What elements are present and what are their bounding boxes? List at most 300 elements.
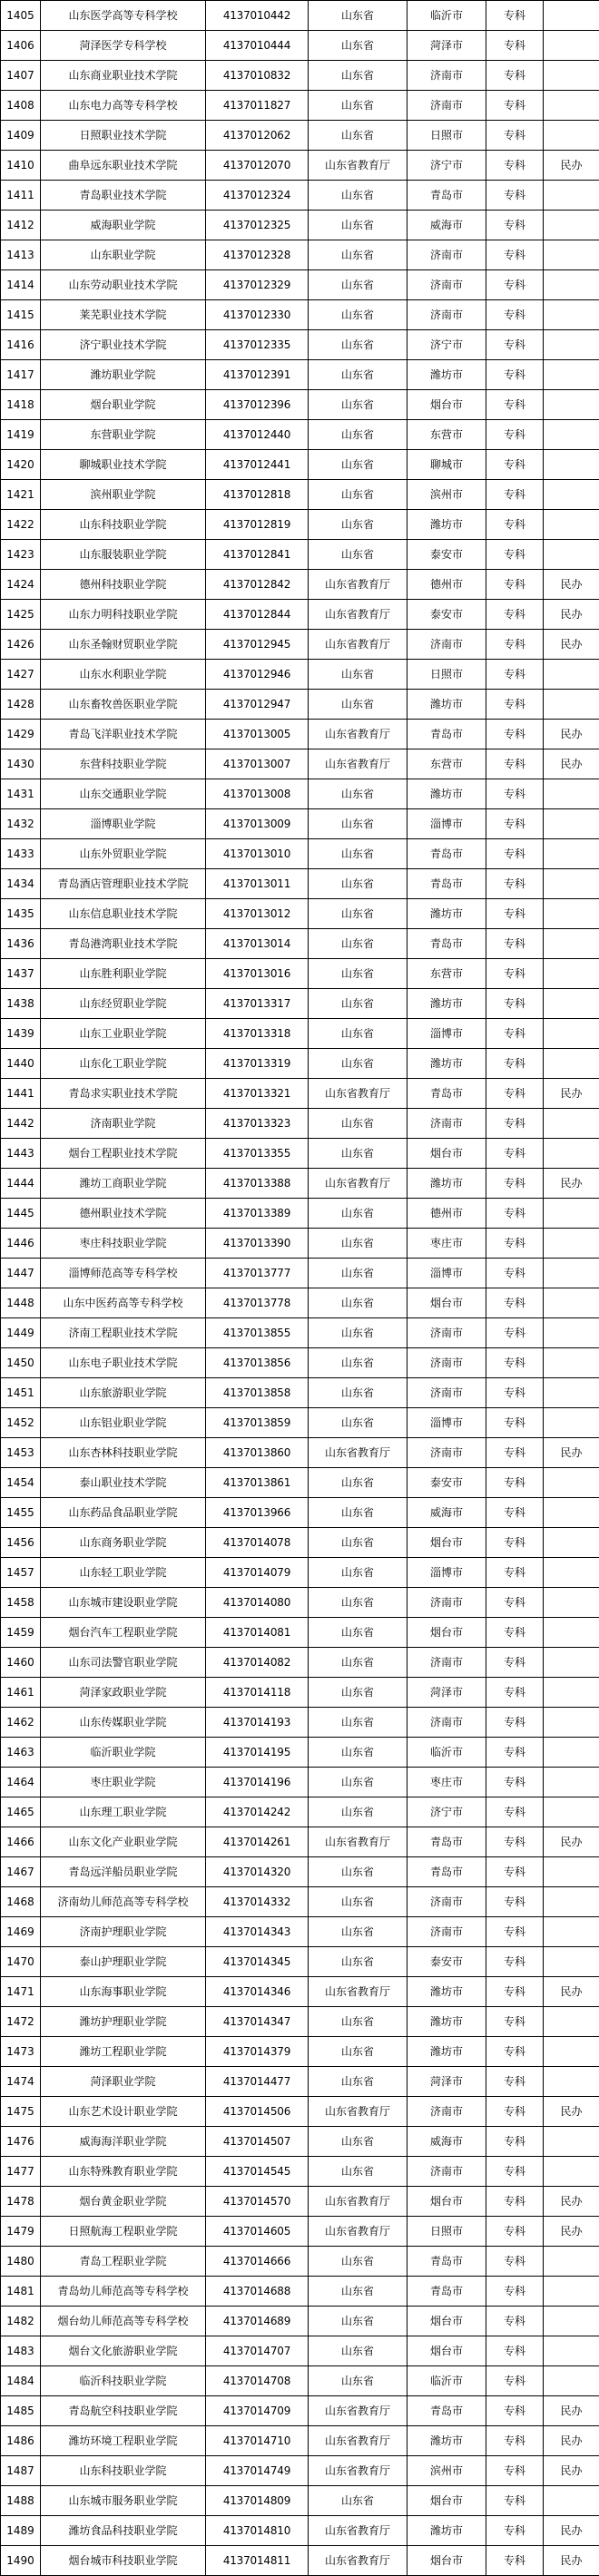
row-number-cell: 1443 bbox=[1, 1139, 41, 1169]
remark-cell bbox=[544, 660, 599, 690]
row-number-cell: 1454 bbox=[1, 1468, 41, 1498]
city-cell: 烟台市 bbox=[408, 1139, 486, 1169]
city-cell: 枣庄市 bbox=[408, 1768, 486, 1797]
level-cell: 专科 bbox=[486, 360, 544, 390]
school-name-cell: 济南职业学院 bbox=[41, 1109, 206, 1139]
row-number-cell: 1433 bbox=[1, 839, 41, 869]
authority-cell: 山东省教育厅 bbox=[309, 1079, 408, 1109]
school-code-cell: 4137012842 bbox=[206, 570, 309, 600]
level-cell: 专科 bbox=[486, 929, 544, 959]
row-number-cell: 1408 bbox=[1, 91, 41, 121]
row-number-cell: 1447 bbox=[1, 1259, 41, 1288]
remark-cell: 民办 bbox=[544, 2217, 599, 2247]
authority-cell: 山东省教育厅 bbox=[309, 570, 408, 600]
level-cell: 专科 bbox=[486, 1648, 544, 1678]
authority-cell: 山东省 bbox=[309, 779, 408, 809]
remark-cell: 民办 bbox=[544, 570, 599, 600]
table-row bbox=[1, 1348, 599, 1378]
level-cell: 专科 bbox=[486, 31, 544, 61]
authority-cell: 山东省 bbox=[309, 1199, 408, 1229]
authority-cell: 山东省 bbox=[309, 2157, 408, 2187]
city-cell: 烟台市 bbox=[408, 2187, 486, 2217]
level-cell: 专科 bbox=[486, 749, 544, 779]
authority-cell: 山东省 bbox=[309, 480, 408, 510]
row-number-cell: 1437 bbox=[1, 959, 41, 989]
remark-cell bbox=[544, 2366, 599, 2396]
row-number-cell: 1421 bbox=[1, 480, 41, 510]
level-cell: 专科 bbox=[486, 61, 544, 91]
city-cell: 潍坊市 bbox=[408, 1049, 486, 1079]
level-cell: 专科 bbox=[486, 869, 544, 899]
school-code-cell: 4137014605 bbox=[206, 2217, 309, 2247]
table-row bbox=[1, 2426, 599, 2456]
school-code-cell: 4137014710 bbox=[206, 2426, 309, 2456]
authority-cell: 山东省 bbox=[309, 1318, 408, 1348]
school-name-cell: 曲阜远东职业技术学院 bbox=[41, 151, 206, 181]
row-number-cell: 1431 bbox=[1, 779, 41, 809]
row-number-cell: 1473 bbox=[1, 2037, 41, 2067]
authority-cell: 山东省教育厅 bbox=[309, 2516, 408, 2546]
school-name-cell: 山东旅游职业学院 bbox=[41, 1378, 206, 1408]
remark-cell: 民办 bbox=[544, 1169, 599, 1199]
authority-cell: 山东省 bbox=[309, 1768, 408, 1797]
table-row bbox=[1, 330, 599, 360]
school-name-cell: 淄博师范高等专科学校 bbox=[41, 1259, 206, 1288]
table-row bbox=[1, 1019, 599, 1049]
city-cell: 济南市 bbox=[408, 1109, 486, 1139]
remark-cell: 民办 bbox=[544, 749, 599, 779]
row-number-cell: 1429 bbox=[1, 720, 41, 749]
level-cell: 专科 bbox=[486, 1378, 544, 1408]
authority-cell: 山东省教育厅 bbox=[309, 2456, 408, 2486]
remark-cell: 民办 bbox=[544, 1079, 599, 1109]
row-number-cell: 1474 bbox=[1, 2067, 41, 2097]
authority-cell: 山东省 bbox=[309, 1139, 408, 1169]
level-cell: 专科 bbox=[486, 1768, 544, 1797]
remark-cell bbox=[544, 1708, 599, 1738]
authority-cell: 山东省 bbox=[309, 1259, 408, 1288]
authority-cell: 山东省 bbox=[309, 1588, 408, 1618]
school-name-cell: 菏泽职业学院 bbox=[41, 2067, 206, 2097]
school-name-cell: 聊城职业技术学院 bbox=[41, 450, 206, 480]
table-row bbox=[1, 2396, 599, 2426]
city-cell: 德州市 bbox=[408, 1199, 486, 1229]
school-code-cell: 4137013966 bbox=[206, 1498, 309, 1528]
table-row bbox=[1, 2366, 599, 2396]
school-name-cell: 山东力明科技职业学院 bbox=[41, 600, 206, 630]
school-code-cell: 4137012330 bbox=[206, 300, 309, 330]
table-row bbox=[1, 1229, 599, 1259]
remark-cell bbox=[544, 1, 599, 31]
city-cell: 青岛市 bbox=[408, 869, 486, 899]
school-name-cell: 德州科技职业学院 bbox=[41, 570, 206, 600]
level-cell: 专科 bbox=[486, 1558, 544, 1588]
row-number-cell: 1478 bbox=[1, 2187, 41, 2217]
city-cell: 东营市 bbox=[408, 959, 486, 989]
school-code-cell: 4137013861 bbox=[206, 1468, 309, 1498]
level-cell: 专科 bbox=[486, 181, 544, 211]
level-cell: 专科 bbox=[486, 1887, 544, 1917]
city-cell: 烟台市 bbox=[408, 2307, 486, 2336]
table-row bbox=[1, 1588, 599, 1618]
school-name-cell: 山东职业学院 bbox=[41, 240, 206, 270]
school-code-cell: 4137013390 bbox=[206, 1229, 309, 1259]
city-cell: 潍坊市 bbox=[408, 690, 486, 720]
level-cell: 专科 bbox=[486, 270, 544, 300]
row-number-cell: 1463 bbox=[1, 1738, 41, 1768]
table-row bbox=[1, 720, 599, 749]
remark-cell bbox=[544, 1528, 599, 1558]
level-cell: 专科 bbox=[486, 2157, 544, 2187]
level-cell: 专科 bbox=[486, 1, 544, 31]
level-cell: 专科 bbox=[486, 1827, 544, 1857]
table-row bbox=[1, 211, 599, 240]
row-number-cell: 1424 bbox=[1, 570, 41, 600]
remark-cell bbox=[544, 1229, 599, 1259]
row-number-cell: 1445 bbox=[1, 1199, 41, 1229]
school-name-cell: 潍坊护理职业学院 bbox=[41, 2007, 206, 2037]
remark-cell bbox=[544, 300, 599, 330]
remark-cell bbox=[544, 1588, 599, 1618]
school-name-cell: 济宁职业技术学院 bbox=[41, 330, 206, 360]
authority-cell: 山东省教育厅 bbox=[309, 1438, 408, 1468]
school-name-cell: 威海职业学院 bbox=[41, 211, 206, 240]
row-number-cell: 1438 bbox=[1, 989, 41, 1019]
authority-cell: 山东省 bbox=[309, 1738, 408, 1768]
table-row bbox=[1, 989, 599, 1019]
table-row bbox=[1, 540, 599, 570]
school-code-cell: 4137014196 bbox=[206, 1768, 309, 1797]
school-name-cell: 烟台汽车工程职业学院 bbox=[41, 1618, 206, 1648]
table-row bbox=[1, 1318, 599, 1348]
city-cell: 枣庄市 bbox=[408, 1229, 486, 1259]
city-cell: 济南市 bbox=[408, 1378, 486, 1408]
level-cell: 专科 bbox=[486, 1259, 544, 1288]
school-code-cell: 4137014809 bbox=[206, 2486, 309, 2516]
school-code-cell: 4137014810 bbox=[206, 2516, 309, 2546]
remark-cell bbox=[544, 869, 599, 899]
level-cell: 专科 bbox=[486, 989, 544, 1019]
school-code-cell: 4137012945 bbox=[206, 630, 309, 660]
level-cell: 专科 bbox=[486, 1917, 544, 1947]
remark-cell bbox=[544, 2007, 599, 2037]
table-row bbox=[1, 300, 599, 330]
city-cell: 菏泽市 bbox=[408, 2067, 486, 2097]
authority-cell: 山东省 bbox=[309, 1528, 408, 1558]
city-cell: 济南市 bbox=[408, 2157, 486, 2187]
remark-cell bbox=[544, 1109, 599, 1139]
city-cell: 青岛市 bbox=[408, 929, 486, 959]
school-name-cell: 山东电力高等专科学校 bbox=[41, 91, 206, 121]
school-code-cell: 4137012947 bbox=[206, 690, 309, 720]
level-cell: 专科 bbox=[486, 2516, 544, 2546]
city-cell: 济南市 bbox=[408, 2097, 486, 2127]
remark-cell bbox=[544, 181, 599, 211]
table-row bbox=[1, 240, 599, 270]
row-number-cell: 1422 bbox=[1, 510, 41, 540]
row-number-cell: 1459 bbox=[1, 1618, 41, 1648]
authority-cell: 山东省 bbox=[309, 91, 408, 121]
school-code-cell: 4137013012 bbox=[206, 899, 309, 929]
city-cell: 东营市 bbox=[408, 749, 486, 779]
city-cell: 烟台市 bbox=[408, 1618, 486, 1648]
school-code-cell: 4137014345 bbox=[206, 1947, 309, 1977]
table-row bbox=[1, 61, 599, 91]
school-name-cell: 烟台文化旅游职业学院 bbox=[41, 2336, 206, 2366]
authority-cell: 山东省教育厅 bbox=[309, 630, 408, 660]
school-name-cell: 山东商务职业学院 bbox=[41, 1528, 206, 1558]
remark-cell bbox=[544, 1259, 599, 1288]
remark-cell: 民办 bbox=[544, 2396, 599, 2426]
level-cell: 专科 bbox=[486, 480, 544, 510]
remark-cell bbox=[544, 1678, 599, 1708]
city-cell: 烟台市 bbox=[408, 390, 486, 420]
row-number-cell: 1426 bbox=[1, 630, 41, 660]
school-name-cell: 山东电子职业技术学院 bbox=[41, 1348, 206, 1378]
row-number-cell: 1418 bbox=[1, 390, 41, 420]
table-row bbox=[1, 959, 599, 989]
city-cell: 德州市 bbox=[408, 570, 486, 600]
table-row bbox=[1, 1528, 599, 1558]
authority-cell: 山东省 bbox=[309, 1558, 408, 1588]
school-code-cell: 4137013016 bbox=[206, 959, 309, 989]
school-name-cell: 山东医学高等专科学校 bbox=[41, 1, 206, 31]
table-row bbox=[1, 2486, 599, 2516]
table-row bbox=[1, 1079, 599, 1109]
school-code-cell: 4137013389 bbox=[206, 1199, 309, 1229]
authority-cell: 山东省 bbox=[309, 2127, 408, 2157]
table-row bbox=[1, 2546, 599, 2576]
row-number-cell: 1411 bbox=[1, 181, 41, 211]
authority-cell: 山东省 bbox=[309, 1917, 408, 1947]
level-cell: 专科 bbox=[486, 1229, 544, 1259]
level-cell: 专科 bbox=[486, 2396, 544, 2426]
remark-cell bbox=[544, 390, 599, 420]
authority-cell: 山东省 bbox=[309, 1408, 408, 1438]
school-name-cell: 青岛酒店管理职业技术学院 bbox=[41, 869, 206, 899]
remark-cell bbox=[544, 2277, 599, 2307]
city-cell: 济宁市 bbox=[408, 330, 486, 360]
school-code-cell: 4137014379 bbox=[206, 2037, 309, 2067]
table-row bbox=[1, 1169, 599, 1199]
school-code-cell: 4137013318 bbox=[206, 1019, 309, 1049]
school-name-cell: 山东特殊教育职业学院 bbox=[41, 2157, 206, 2187]
authority-cell: 山东省 bbox=[309, 1498, 408, 1528]
school-code-cell: 4137014261 bbox=[206, 1827, 309, 1857]
school-name-cell: 烟台工程职业技术学院 bbox=[41, 1139, 206, 1169]
table-row bbox=[1, 121, 599, 151]
row-number-cell: 1487 bbox=[1, 2456, 41, 2486]
row-number-cell: 1430 bbox=[1, 749, 41, 779]
school-code-cell: 4137014346 bbox=[206, 1977, 309, 2007]
school-name-cell: 潍坊工程职业学院 bbox=[41, 2037, 206, 2067]
school-code-cell: 4137014078 bbox=[206, 1528, 309, 1558]
school-code-cell: 4137014079 bbox=[206, 1558, 309, 1588]
authority-cell: 山东省 bbox=[309, 1378, 408, 1408]
level-cell: 专科 bbox=[486, 2097, 544, 2127]
school-code-cell: 4137014332 bbox=[206, 1887, 309, 1917]
remark-cell bbox=[544, 540, 599, 570]
level-cell: 专科 bbox=[486, 1199, 544, 1229]
authority-cell: 山东省 bbox=[309, 420, 408, 450]
table-row bbox=[1, 570, 599, 600]
city-cell: 潍坊市 bbox=[408, 1977, 486, 2007]
level-cell: 专科 bbox=[486, 1498, 544, 1528]
authority-cell: 山东省 bbox=[309, 360, 408, 390]
school-name-cell: 烟台城市科技职业学院 bbox=[41, 2546, 206, 2576]
school-code-cell: 4137011827 bbox=[206, 91, 309, 121]
row-number-cell: 1450 bbox=[1, 1348, 41, 1378]
authority-cell: 山东省 bbox=[309, 989, 408, 1019]
row-number-cell: 1462 bbox=[1, 1708, 41, 1738]
authority-cell: 山东省 bbox=[309, 1019, 408, 1049]
authority-cell: 山东省 bbox=[309, 1708, 408, 1738]
remark-cell bbox=[544, 1408, 599, 1438]
authority-cell: 山东省 bbox=[309, 330, 408, 360]
city-cell: 滨州市 bbox=[408, 2456, 486, 2486]
school-code-cell: 4137014709 bbox=[206, 2396, 309, 2426]
level-cell: 专科 bbox=[486, 330, 544, 360]
level-cell: 专科 bbox=[486, 630, 544, 660]
school-code-cell: 4137013778 bbox=[206, 1288, 309, 1318]
remark-cell bbox=[544, 1887, 599, 1917]
school-name-cell: 山东胜利职业学院 bbox=[41, 959, 206, 989]
level-cell: 专科 bbox=[486, 1408, 544, 1438]
table-row bbox=[1, 1378, 599, 1408]
school-name-cell: 临沂科技职业学院 bbox=[41, 2366, 206, 2396]
school-name-cell: 临沂职业学院 bbox=[41, 1738, 206, 1768]
level-cell: 专科 bbox=[486, 151, 544, 181]
remark-cell bbox=[544, 2127, 599, 2157]
table-row bbox=[1, 181, 599, 211]
school-code-cell: 4137012391 bbox=[206, 360, 309, 390]
school-name-cell: 山东轻工职业学院 bbox=[41, 1558, 206, 1588]
table-row bbox=[1, 2247, 599, 2277]
city-cell: 临沂市 bbox=[408, 1738, 486, 1768]
school-name-cell: 山东科技职业学院 bbox=[41, 2456, 206, 2486]
school-code-cell: 4137014193 bbox=[206, 1708, 309, 1738]
row-number-cell: 1476 bbox=[1, 2127, 41, 2157]
row-number-cell: 1440 bbox=[1, 1049, 41, 1079]
table-row bbox=[1, 1887, 599, 1917]
school-code-cell: 4137014082 bbox=[206, 1648, 309, 1678]
city-cell: 济南市 bbox=[408, 1348, 486, 1378]
city-cell: 泰安市 bbox=[408, 600, 486, 630]
school-code-cell: 4137012441 bbox=[206, 450, 309, 480]
remark-cell bbox=[544, 1768, 599, 1797]
city-cell: 青岛市 bbox=[408, 1857, 486, 1887]
authority-cell: 山东省 bbox=[309, 2007, 408, 2037]
remark-cell bbox=[544, 899, 599, 929]
row-number-cell: 1420 bbox=[1, 450, 41, 480]
remark-cell bbox=[544, 929, 599, 959]
city-cell: 潍坊市 bbox=[408, 2037, 486, 2067]
level-cell: 专科 bbox=[486, 1977, 544, 2007]
authority-cell: 山东省 bbox=[309, 240, 408, 270]
school-code-cell: 4137014343 bbox=[206, 1917, 309, 1947]
remark-cell bbox=[544, 1738, 599, 1768]
school-code-cell: 4137014195 bbox=[206, 1738, 309, 1768]
remark-cell bbox=[544, 510, 599, 540]
school-name-cell: 山东理工职业学院 bbox=[41, 1797, 206, 1827]
row-number-cell: 1455 bbox=[1, 1498, 41, 1528]
table-row bbox=[1, 1199, 599, 1229]
city-cell: 滨州市 bbox=[408, 480, 486, 510]
school-code-cell: 4137013858 bbox=[206, 1378, 309, 1408]
city-cell: 潍坊市 bbox=[408, 2516, 486, 2546]
remark-cell bbox=[544, 31, 599, 61]
level-cell: 专科 bbox=[486, 1288, 544, 1318]
level-cell: 专科 bbox=[486, 1019, 544, 1049]
school-name-cell: 日照航海工程职业学院 bbox=[41, 2217, 206, 2247]
school-name-cell: 菏泽家政职业学院 bbox=[41, 1678, 206, 1708]
authority-cell: 山东省教育厅 bbox=[309, 720, 408, 749]
remark-cell bbox=[544, 809, 599, 839]
school-code-cell: 4137014477 bbox=[206, 2067, 309, 2097]
row-number-cell: 1469 bbox=[1, 1917, 41, 1947]
level-cell: 专科 bbox=[486, 390, 544, 420]
remark-cell bbox=[544, 330, 599, 360]
school-code-cell: 4137013859 bbox=[206, 1408, 309, 1438]
row-number-cell: 1434 bbox=[1, 869, 41, 899]
authority-cell: 山东省教育厅 bbox=[309, 1827, 408, 1857]
school-name-cell: 山东圣翰财贸职业学院 bbox=[41, 630, 206, 660]
school-list-body bbox=[1, 1, 599, 2576]
city-cell: 潍坊市 bbox=[408, 510, 486, 540]
city-cell: 济宁市 bbox=[408, 1797, 486, 1827]
table-row bbox=[1, 1558, 599, 1588]
authority-cell: 山东省 bbox=[309, 2366, 408, 2396]
school-name-cell: 淄博职业学院 bbox=[41, 809, 206, 839]
city-cell: 临沂市 bbox=[408, 2366, 486, 2396]
city-cell: 淄博市 bbox=[408, 1019, 486, 1049]
city-cell: 济南市 bbox=[408, 1917, 486, 1947]
row-number-cell: 1417 bbox=[1, 360, 41, 390]
school-name-cell: 青岛航空科技职业学院 bbox=[41, 2396, 206, 2426]
remark-cell bbox=[544, 959, 599, 989]
city-cell: 淄博市 bbox=[408, 1408, 486, 1438]
table-row bbox=[1, 2217, 599, 2247]
level-cell: 专科 bbox=[486, 300, 544, 330]
school-name-cell: 山东化工职业学院 bbox=[41, 1049, 206, 1079]
school-name-cell: 山东中医药高等专科学校 bbox=[41, 1288, 206, 1318]
school-code-cell: 4137014707 bbox=[206, 2336, 309, 2366]
school-name-cell: 山东杏林科技职业学院 bbox=[41, 1438, 206, 1468]
school-name-cell: 山东商业职业技术学院 bbox=[41, 61, 206, 91]
city-cell: 淄博市 bbox=[408, 809, 486, 839]
authority-cell: 山东省 bbox=[309, 2277, 408, 2307]
remark-cell bbox=[544, 779, 599, 809]
city-cell: 青岛市 bbox=[408, 2277, 486, 2307]
row-number-cell: 1423 bbox=[1, 540, 41, 570]
authority-cell: 山东省教育厅 bbox=[309, 1169, 408, 1199]
authority-cell: 山东省 bbox=[309, 1049, 408, 1079]
row-number-cell: 1407 bbox=[1, 61, 41, 91]
authority-cell: 山东省 bbox=[309, 1348, 408, 1378]
remark-cell: 民办 bbox=[544, 1827, 599, 1857]
row-number-cell: 1416 bbox=[1, 330, 41, 360]
authority-cell: 山东省 bbox=[309, 450, 408, 480]
city-cell: 济南市 bbox=[408, 1708, 486, 1738]
school-code-cell: 4137012325 bbox=[206, 211, 309, 240]
level-cell: 专科 bbox=[486, 450, 544, 480]
school-name-cell: 山东铝业职业学院 bbox=[41, 1408, 206, 1438]
row-number-cell: 1466 bbox=[1, 1827, 41, 1857]
city-cell: 青岛市 bbox=[408, 839, 486, 869]
row-number-cell: 1432 bbox=[1, 809, 41, 839]
row-number-cell: 1453 bbox=[1, 1438, 41, 1468]
authority-cell: 山东省 bbox=[309, 1678, 408, 1708]
